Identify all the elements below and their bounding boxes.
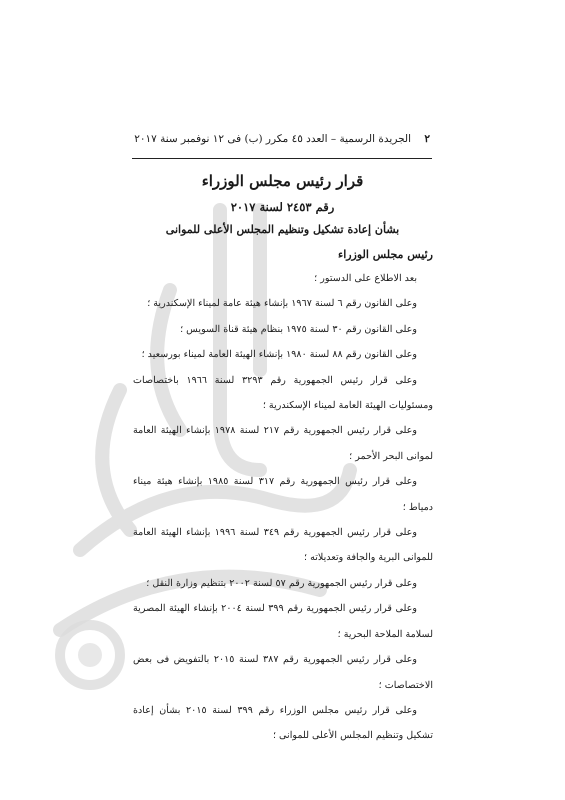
- decree-subject: بشأن إعادة تشكيل وتنظيم المجلس الأعلى للموانى: [165, 223, 400, 236]
- page-number: ٢: [424, 133, 430, 145]
- preamble-item: بعد الاطلاع على الدستور ؛: [314, 273, 417, 284]
- preamble-item: وعلى قرار رئيس الجمهورية رقم ٣٨٧ لسنة ٢٠١٥ بالتفويض فى بعض الاختصاصات ؛: [133, 654, 433, 691]
- issuing-authority: رئيس مجلس الوزراء: [338, 248, 433, 261]
- preamble-item: وعلى قرار رئيس مجلس الوزراء رقم ٣٩٩ لسنة ٢٠١٥ بشأن إعادة تشكيل وتنظيم المجلس الأعلى للموانى ؛: [133, 704, 433, 742]
- preamble-item: وعلى قرار رئيس الجمهورية رقم ٣١٧ لسنة ١٩٨٥ بإنشاء هيئة ميناء دمياط ؛: [133, 476, 433, 513]
- preamble-item: وعلى قرار رئيس الجمهورية رقم ٢١٧ لسنة ١٩٧٨ بإنشاء الهيئة العامة لموانى البحر الأحمر ؛: [133, 425, 433, 462]
- page-header: [130, 133, 430, 145]
- decree-title: قرار رئيس مجلس الوزراء: [201, 172, 364, 190]
- preamble-item: وعلى القانون رقم ٨٨ لسنة ١٩٨٠ بإنشاء الهيئة العامة لميناء بورسعيد ؛: [141, 349, 417, 361]
- decree-number: رقم ٢٤٥٣ لسنة ٢٠١٧: [230, 200, 335, 214]
- preamble-item: وعلى القانون رقم ٦ لسنة ١٩٦٧ بإنشاء هيئة عامة لميناء الإسكندرية ؛: [147, 298, 417, 310]
- preamble-item: وعلى قرار رئيس الجمهورية رقم ٣٤٩ لسنة ١٩٩٦ بإنشاء الهيئة العامة للموانى البرية والجافة وتعديلاته ؛: [133, 527, 433, 564]
- preamble-item: وعلى القانون رقم ٣٠ لسنة ١٩٧٥ بنظام هيئة قناة السويس ؛: [180, 323, 417, 335]
- preamble-item: وعلى قرار رئيس الجمهورية رقم ٣٩٩ لسنة ٢٠٠٤ بإنشاء الهيئة المصرية لسلامة الملاحة البحرية ؛: [133, 603, 433, 640]
- gazette-issue-line: الجريدة الرسمية – العدد ٤٥ مكرر (ب) فى ١٢ نوفمبر سنة ٢٠١٧: [134, 133, 412, 145]
- preamble-item: وعلى قرار رئيس الجمهورية رقم ٥٧ لسنة ٢٠٠٢ بتنظيم وزارة النقل ؛: [146, 577, 417, 589]
- header-divider: [132, 158, 432, 159]
- preamble: [133, 266, 433, 749]
- preamble-item: وعلى قرار رئيس الجمهورية رقم ٣٢٩٣ لسنة ١٩٦٦ باختصاصات ومسئوليات الهيئة العامة لميناء الإسكندرية ؛: [133, 374, 433, 412]
